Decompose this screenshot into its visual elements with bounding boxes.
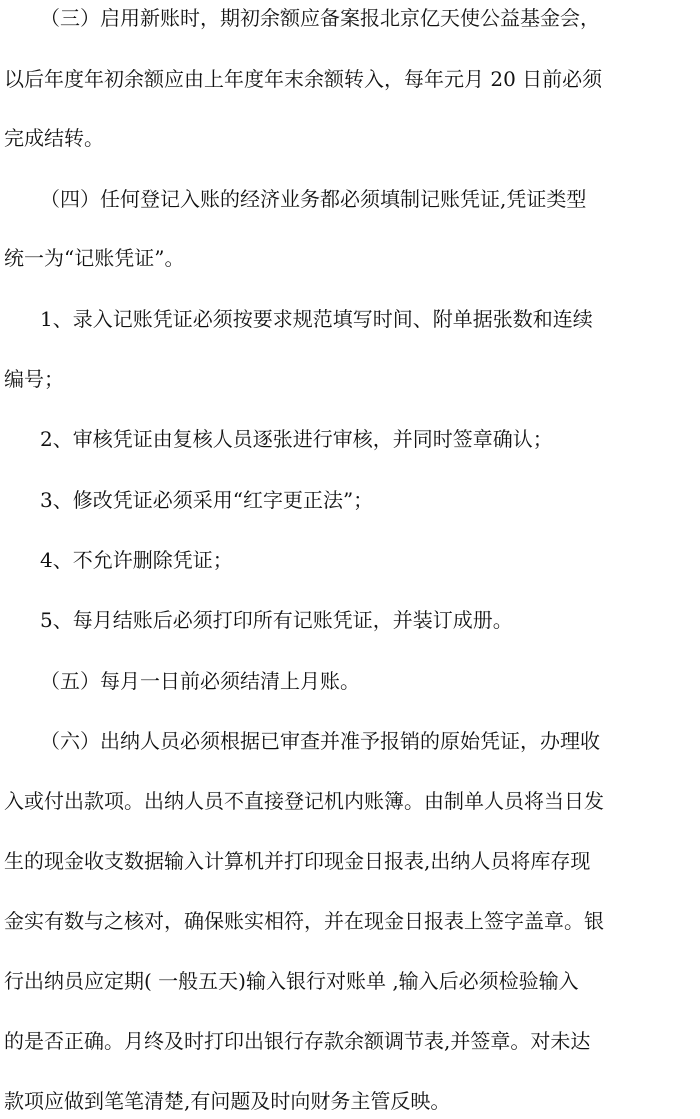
- item-2-line: 2、审核凭证由复核人员逐张进行审核，并同时签章确认；: [40, 427, 553, 451]
- item-5-line: 5、每月结账后必须打印所有记账凭证，并装订成册。: [40, 608, 513, 632]
- paragraph-1-line-2: 以后年度年初余额应由上年度年末余额转入，每年元月 20 日前必须: [4, 67, 603, 91]
- paragraph-2-line-1: （四）任何登记入账的经济业务都必须填制记账凭证,凭证类型: [40, 187, 587, 211]
- paragraph-6-line-7: 款项应做到笔笔清楚,有问题及时向财务主管反映。: [4, 1089, 451, 1113]
- paragraph-2-line-2: 统一为“记账凭证”。: [4, 246, 185, 270]
- paragraph-6-line-5: 行出纳员应定期( 一般五天)输入银行对账单 ,输入后必须检验输入: [4, 969, 579, 993]
- paragraph-6-line-3: 生的现金收支数据输入计算机并打印现金日报表,出纳人员将库存现: [4, 849, 591, 873]
- item-3-line: 3、修改凭证必须采用“红字更正法”；: [40, 488, 374, 512]
- paragraph-1-line-1: （三）启用新账时，期初余额应备案报北京亿天使公益基金会，: [40, 6, 600, 30]
- paragraph-5-line: （五）每月一日前必须结清上月账。: [40, 669, 360, 693]
- item-1-line-2: 编号；: [4, 367, 64, 391]
- paragraph-1-line-3: 完成结转。: [4, 126, 104, 150]
- item-1-line-1: 1、录入记账凭证必须按要求规范填写时间、附单据张数和连续: [40, 307, 593, 331]
- paragraph-6-line-4: 金实有数与之核对，确保账实相符，并在现金日报表上签字盖章。银: [4, 909, 604, 933]
- item-4-line: 4、不允许删除凭证；: [40, 548, 233, 572]
- paragraph-6-line-1: （六）出纳人员必须根据已审查并准予报销的原始凭证，办理收: [40, 729, 600, 753]
- paragraph-6-line-2: 入或付出款项。出纳人员不直接登记机内账簿。由制单人员将当日发: [4, 789, 604, 813]
- paragraph-6-line-6: 的是否正确。月终及时打印出银行存款余额调节表,并签章。对未达: [4, 1029, 591, 1053]
